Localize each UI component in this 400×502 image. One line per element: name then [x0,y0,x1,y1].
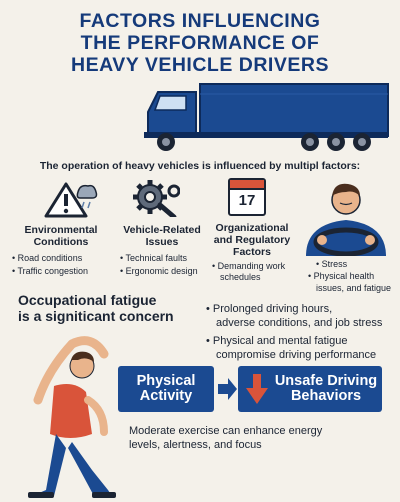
fatigue-heading-1: Occupational fatigue [18,292,157,308]
title-line-3: HEAVY VEHICLE DRIVERS [71,54,329,76]
fatigue-point-2-line-2: compromise driving performance [216,349,377,361]
fatigue-heading-2: is a signiticant concern [18,308,174,324]
unsafe-driving-label [270,374,382,404]
unsafe-driving-label-2: Behaviors [290,388,362,404]
organizational-heading-1: Organizational [215,222,289,234]
vehicle-bullet-1: • Technical faults [120,253,188,263]
driver-bullet-2-cont: issues, and fatigue [316,283,392,293]
unsafe-driving-box [238,366,382,412]
unsafe-driving-label-1: Unsafe Driving [274,373,378,389]
environmental-heading-2: Conditions [33,236,89,248]
calendar-icon [228,178,266,216]
title-line-1: FACTORS INFLUENCING [79,10,321,32]
intro-text: The operation of heavy vehicles is influenced by multipl factors: [39,160,361,172]
driver-bullet-2: • Physical health [308,271,375,281]
vehicle-heading-1: Vehicle-Related [123,224,201,236]
driver-bullet-1: • Stress [316,259,348,269]
environmental-heading-1: Environmental [24,224,98,236]
calendar-day: 17 [238,192,256,209]
environmental-bullet-1: • Road conditions [12,253,83,263]
arrow-right-icon [216,376,238,402]
environmental-bullet-2: • Traffic congestion [12,266,89,276]
closing-line-1: Moderate exercise can enhance energy [129,425,323,437]
closing-line-2: levels, alertness, and focus [129,439,262,451]
arrow-down-icon [244,372,270,406]
vehicle-heading-2: Issues [145,236,179,248]
gear-wrench-icon [130,177,180,217]
physical-activity-label-2: Activity [139,388,193,404]
stretching-person-icon [8,330,128,502]
warning-cloud-icon [38,180,98,220]
organizational-heading-2: and Regulatory [213,234,291,246]
vehicle-bullet-2: • Ergonomic design [120,266,198,276]
title-line-2: THE PERFORMANCE OF [80,32,320,54]
organizational-heading-3: Factors [233,246,271,258]
physical-activity-label-1: Physical [136,373,196,389]
organizational-bullet-1: • Demanding work [212,261,286,271]
driver-steering-icon [300,176,392,256]
organizational-bullet-1-cont: schedules [220,272,261,282]
truck-icon [140,82,390,154]
fatigue-point-1-line-1: • Prolonged driving hours, [206,303,333,315]
physical-activity-box [118,366,214,412]
fatigue-point-2-line-1: • Physical and mental fatigue [206,335,348,347]
fatigue-point-1-line-2: adverse conditions, and job stress [216,317,383,329]
